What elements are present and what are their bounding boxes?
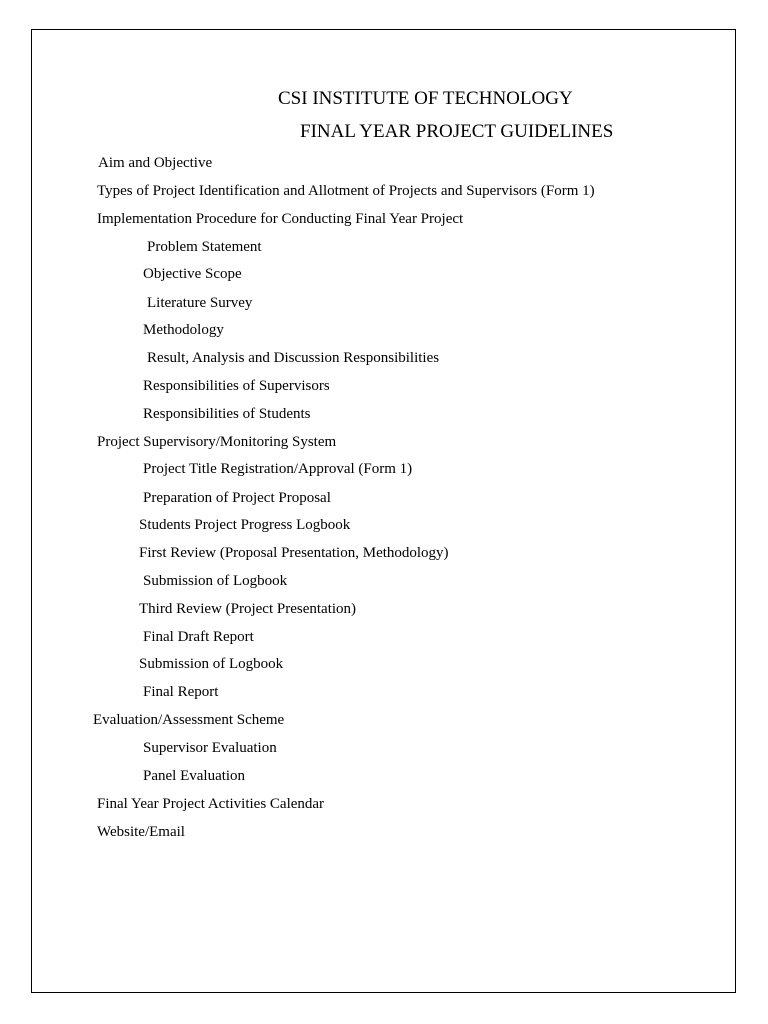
page-border (31, 29, 736, 993)
contents-item: Website/Email (97, 824, 185, 840)
contents-subitem: Literature Survey (147, 295, 253, 311)
contents-subitem: Submission of Logbook (143, 573, 288, 589)
contents-item: Evaluation/Assessment Scheme (93, 712, 285, 728)
contents-subitem: Problem Statement (147, 239, 262, 255)
contents-subitem: Result, Analysis and Discussion Responsibilities (147, 350, 440, 366)
institute-title: CSI INSTITUTE OF TECHNOLOGY (278, 88, 573, 109)
contents-item: Final Year Project Activities Calendar (97, 796, 325, 812)
contents-item: Implementation Procedure for Conducting Final Year Project (97, 211, 464, 227)
contents-subitem: Methodology (143, 322, 224, 338)
contents-subitem: Third Review (Project Presentation) (139, 601, 357, 617)
contents-item: Project Supervisory/Monitoring System (97, 434, 337, 450)
document-title: FINAL YEAR PROJECT GUIDELINES (300, 121, 614, 142)
contents-subitem: Final Draft Report (143, 629, 254, 645)
contents-subitem: Supervisor Evaluation (143, 740, 277, 756)
contents-item: Aim and Objective (98, 155, 213, 171)
contents-subitem: Panel Evaluation (143, 768, 246, 784)
contents-subitem: Submission of Logbook (139, 656, 284, 672)
contents-subitem: Students Project Progress Logbook (139, 517, 351, 533)
contents-subitem: Responsibilities of Students (143, 406, 311, 422)
contents-subitem: First Review (Proposal Presentation, Methodology) (139, 545, 449, 561)
contents-subitem: Responsibilities of Supervisors (143, 378, 330, 394)
contents-subitem: Preparation of Project Proposal (143, 490, 331, 506)
contents-subitem: Project Title Registration/Approval (Form 1) (143, 461, 413, 477)
contents-subitem: Final Report (143, 684, 219, 700)
contents-item: Types of Project Identification and Allotment of Projects and Supervisors (Form 1) (97, 183, 595, 199)
contents-subitem: Objective Scope (143, 266, 242, 282)
